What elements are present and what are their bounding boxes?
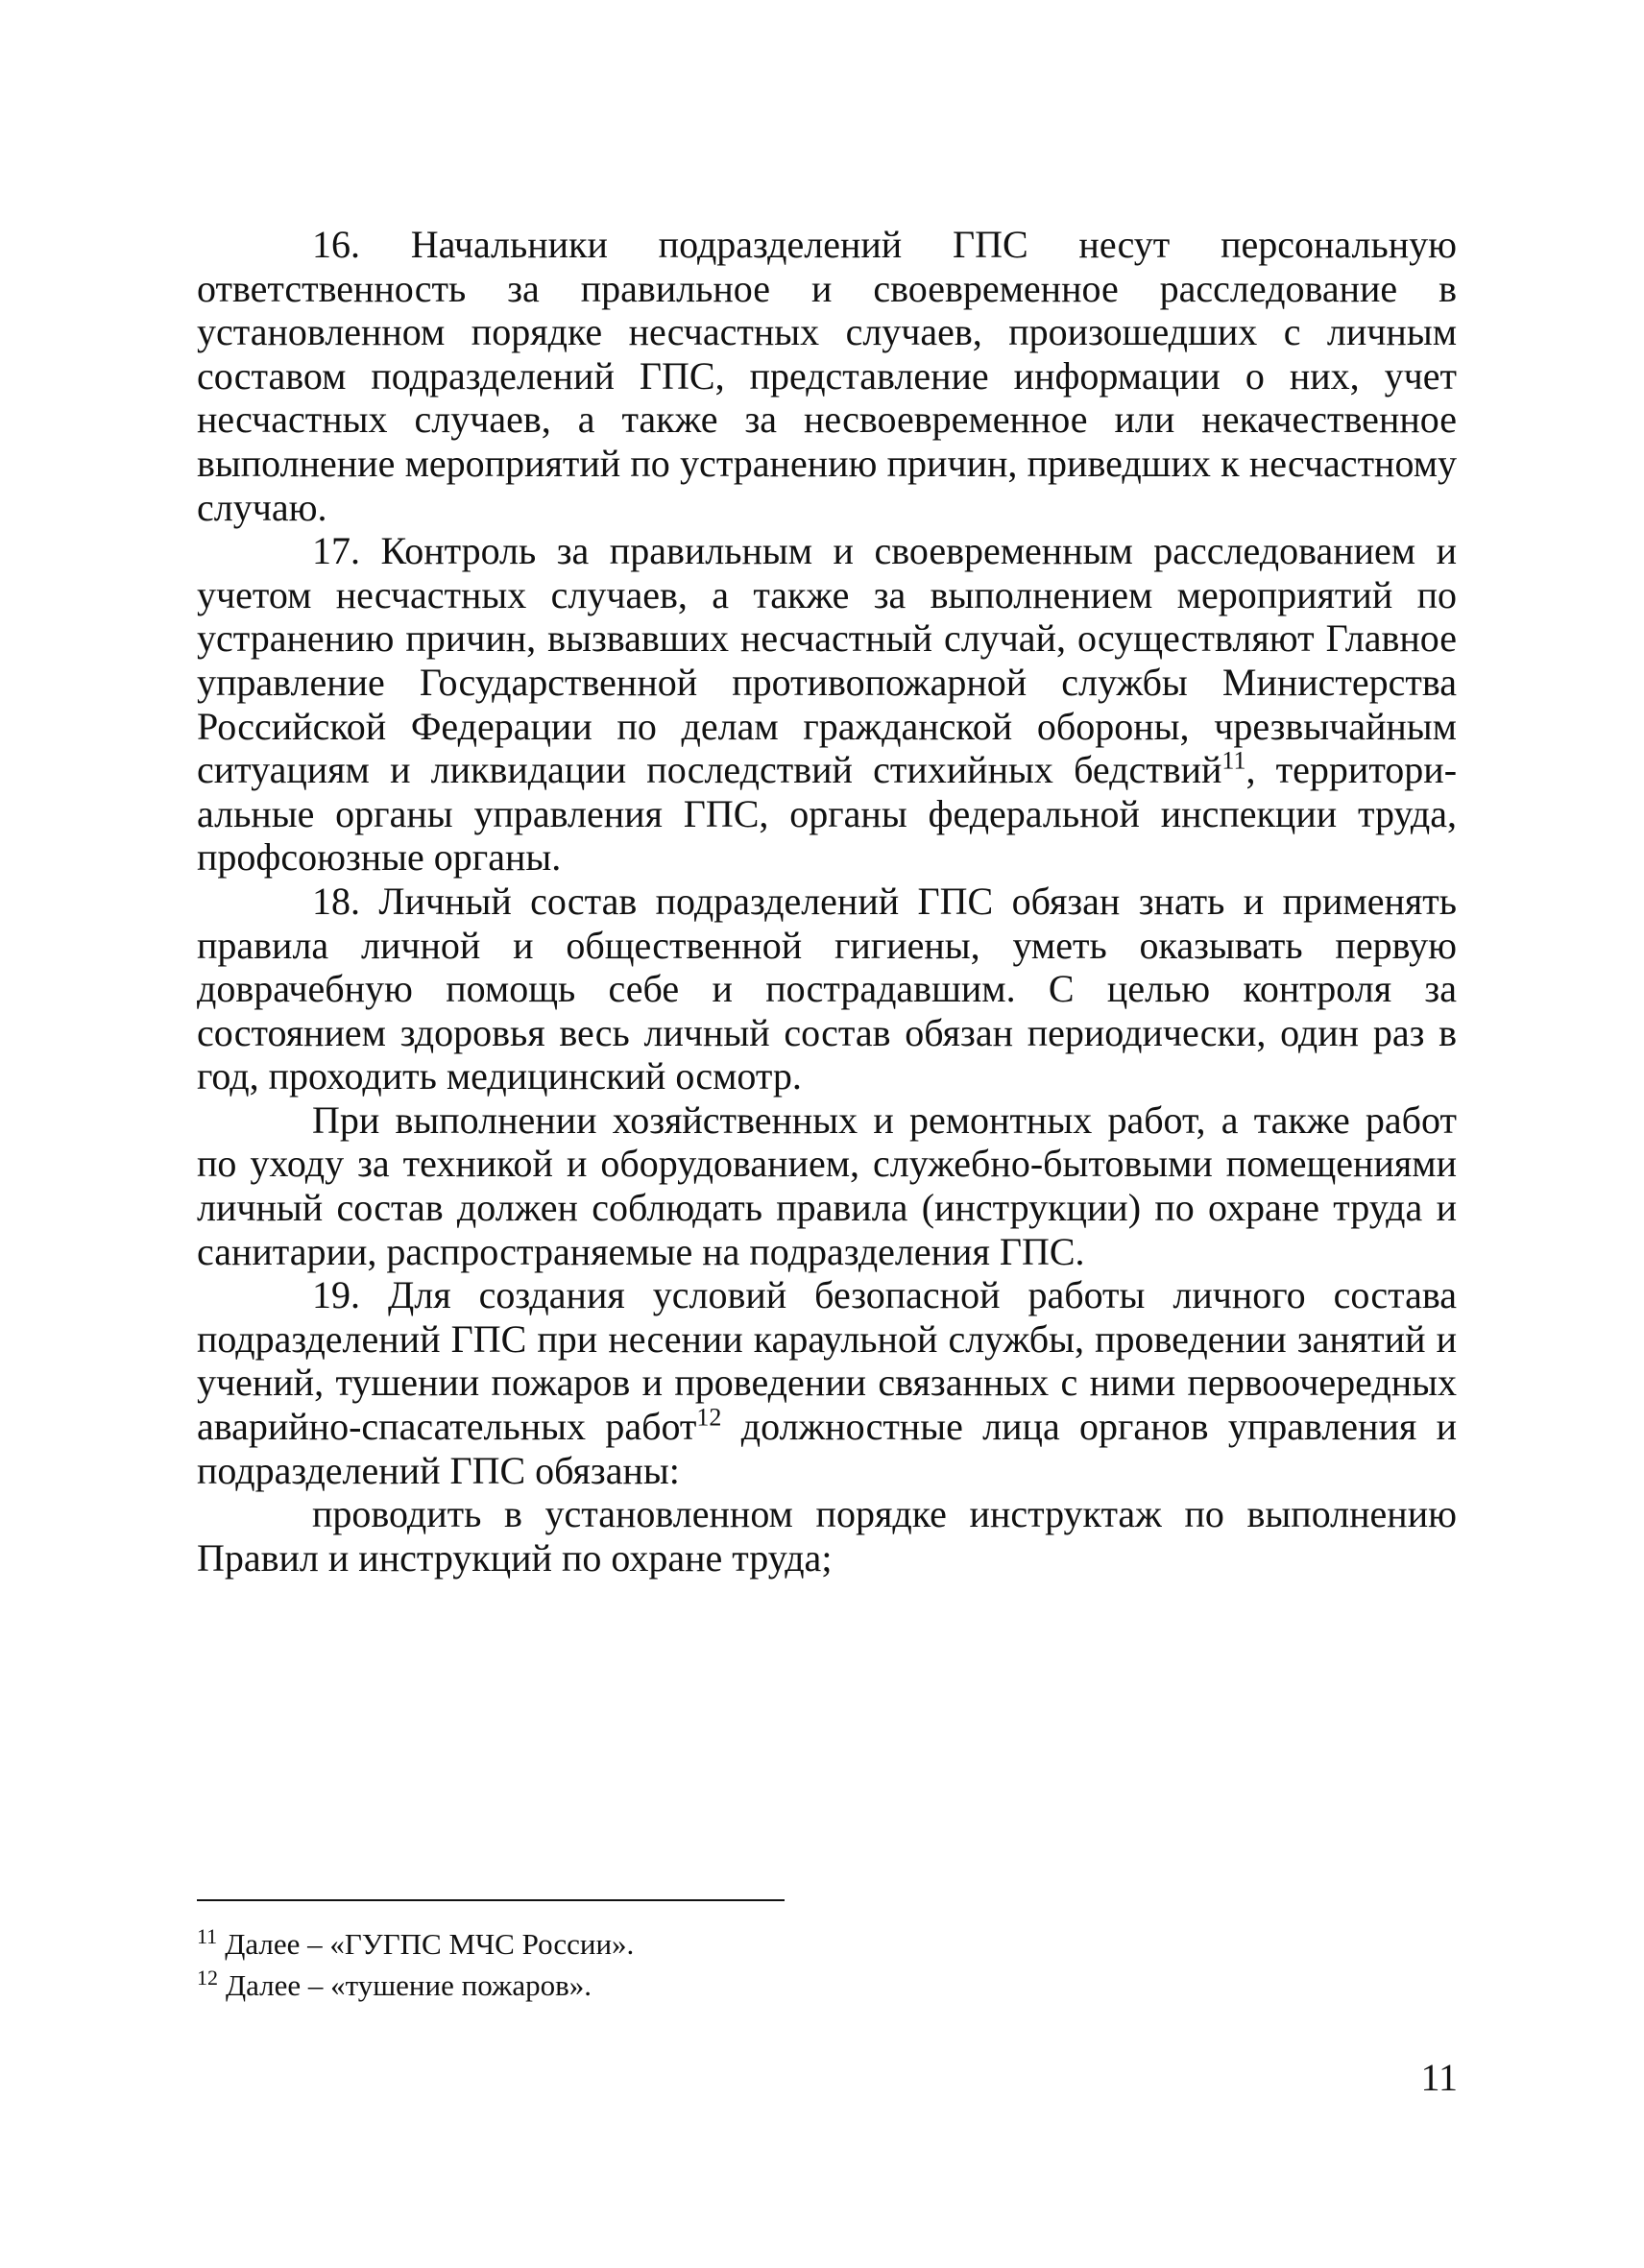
paragraph-18-continued: При выполнении хозяйственных и ремонтных работ, а также работ по уходу за техникой и оборудованием, служебно-бытовыми помещениями личный состав должен соблюдать правила (инструкции) по охране труда и санитарии, распространяемые на подразделения ГПС.	[197, 1098, 1457, 1273]
paragraph-19	[197, 1273, 1457, 1492]
paragraph-18: 18. Личный состав подразделений ГПС обязан знать и применять правила личной и общественной гигиены, уметь оказывать первую доврачебную помощь себе и пострадавшим. С целью контроля за состоянием здоровья весь личный состав обязан периодически, один раз в год, проходить медицинский осмотр.	[197, 879, 1457, 1098]
footnote-ref-12: 12	[696, 1403, 722, 1432]
body-text	[197, 223, 1457, 1580]
paragraph-17-text-b: , территориальные органы управления ГПС, органы федеральной инспекции труда, профсоюзные органы.	[197, 748, 1458, 880]
footnote-12	[197, 1965, 1349, 2006]
footnote-mark-11: 11	[197, 1923, 218, 1948]
paragraph-17	[197, 529, 1457, 880]
paragraph-19-text-a: 19. Для создания условий безопасной работы личного состава подразделений ГПС при несении караульной службы, проведении занятий и учений, тушении пожаров и проведении связанных с ними первоочередных аварийно-спасательных работ	[197, 1273, 1457, 1449]
paragraph-17-text-a: 17. Контроль за правильным и своевременным расследованием и учетом несчастных случаев, а также за выполнением мероприятий по устранению причин, вызвавших несчастный случай, осуществляют Главное управление Государственной противопожарной службы Министерства Российской Федерации по делам гражданской обороны, чрезвычайным ситуациям и ликвидации последствий стихийных бедствий	[197, 529, 1457, 792]
paragraph-16: 16. Начальники подразделений ГПС несут персональную ответственность за правильное и своевременное расследование в установленном порядке несчастных случаев, произошедших с личным составом подразделений ГПС, представление информации о них, учет несчастных случаев, а также за несвоевременное или некачественное выполнение мероприятий по устранению причин, приведших к несчастному случаю.	[197, 223, 1457, 529]
footnote-ref-11: 11	[1221, 746, 1246, 775]
paragraph-19-text-b: должностные лица органов управления и подразделений ГПС обязаны:	[197, 1405, 1457, 1492]
footnote-mark-12: 12	[197, 1965, 218, 1990]
footnotes	[197, 1923, 1349, 2006]
page-number: 11	[1420, 2056, 1458, 2099]
footnote-separator	[197, 1899, 785, 1901]
footnote-11	[197, 1923, 1349, 1965]
paragraph-19-item: проводить в установленном порядке инструктаж по выполнению Правил и инструкций по охране труда;	[197, 1492, 1457, 1580]
footnote-text-12: Далее – «тушение пожаров».	[226, 1968, 592, 2002]
footnote-text-11: Далее – «ГУГПС МЧС России».	[225, 1927, 635, 1961]
